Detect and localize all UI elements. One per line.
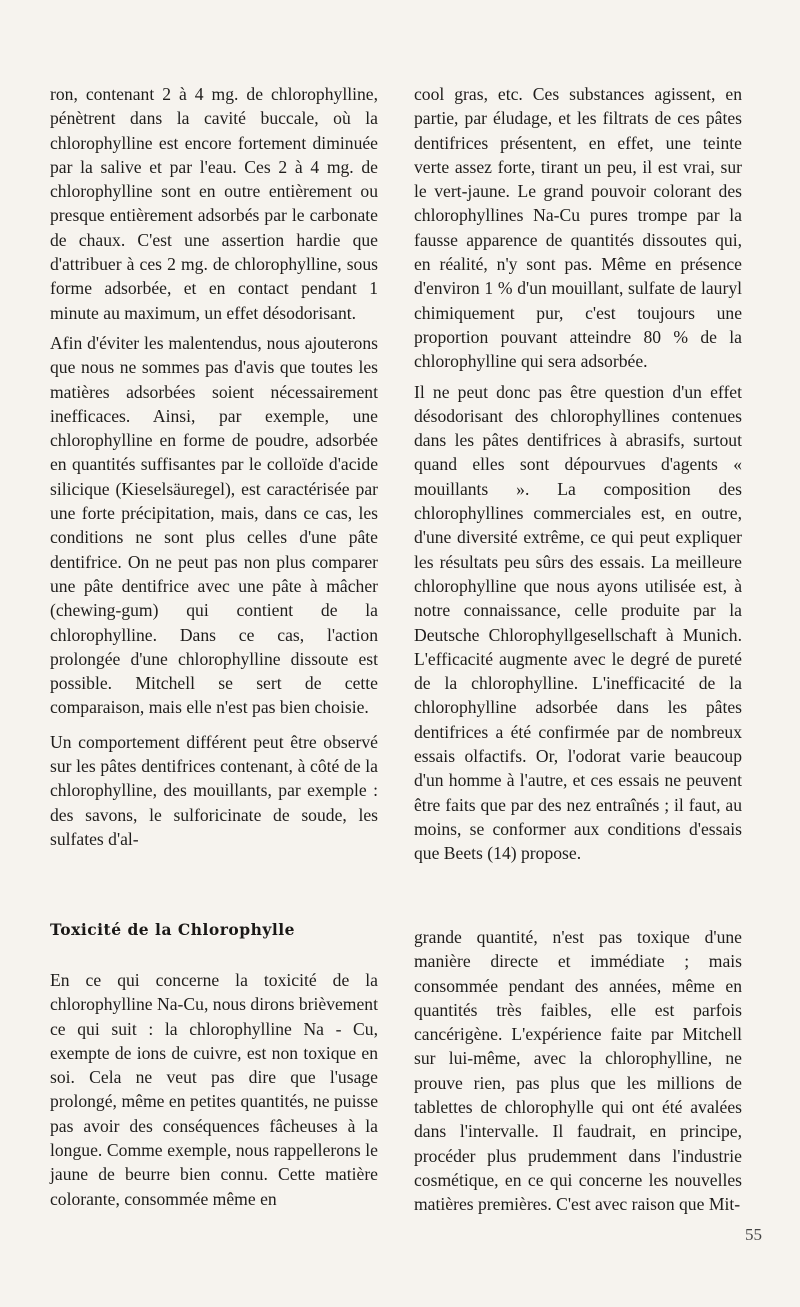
text-column-bottom-right (414, 925, 742, 1223)
paragraph: grande quantité, n'est pas toxique d'une manière directe et immédiate ; mais consommée pendant des années, même en quantités très faibles, elle est parfois cancérigène. L'expérience faite par Mitchell sur lui-même, avec la chlorophylline, ne prouve rien, pas plus que les millions de tablettes de chlorophylle qui ont été avalées dans l'intervalle. Il faudrait, en principe, procéder plus prudemment dans l'industrie cosmétique, en ce qui concerne les nouvelles matières premières. C'est avec raison que Mit- (414, 927, 742, 1215)
paragraph: cool gras, etc. Ces substances agissent, en partie, par éludage, et les filtrats de ces pâtes dentifrices présentent, en effet, une teinte verte assez forte, tirant un peu, il est vrai, sur le vert-jaune. Le grand pouvoir colorant des chlorophyllines Na-Cu pures trompe par la fausse apparence de quantités dissoutes qui, en réalité, n'y sont pas. Même en présence d'environ 1 % d'un mouillant, sulfate de lauryl chimiquement pur, c'est toujours une proportion pouvant atteindre 80 % de la chlorophylline qui sera adsorbée. (414, 84, 742, 372)
paragraph: Il ne peut donc pas être question d'un effet désodorisant des chlorophyllines contenues dans les pâtes dentifrices à abrasifs, surtout quand elles sont dépourvues d'agents « mouillants ». La composition des chlorophyllines commerciales est, en outre, d'une diversité extrême, ce qui peut expliquer les résultats peu sûrs des essais. La meilleure chlorophylline que nous ayons utilisée est, à notre connaissance, celle produite par la Deutsche Chlorophyllgesellschaft à Munich. L'efficacité augmente avec le degré de pureté de la chlorophylline. L'inefficacité de la chlorophylline adsorbée dans les pâtes dentifrices a été confirmée par de nombreux essais olfactifs. Or, l'odorat varie beaucoup d'un homme à l'autre, et ces essais ne peuvent être faits que par des nez entraînés ; il faut, au moins, se conformer aux conditions d'essais que Beets (14) propose. (414, 381, 742, 864)
paragraph: En ce qui concerne la toxicité de la chlorophylline Na-Cu, nous dirons brièvement ce qui suit : la chlorophylline Na - Cu, exempte de ions de cuivre, est non toxique en soi. Cela ne veut pas dire que l'usage prolongé, même en petites quantités, ne puisse pas avoir des conséquences fâcheuses à la longue. Comme exemple, nous rappellerons le jaune de beurre bien connu. Cette matière colorante, consommée même en (50, 970, 378, 1209)
page-number: 55 (745, 1225, 762, 1244)
paragraph: Afin d'éviter les malentendus, nous ajouterons que nous ne sommes pas d'avis que toutes les matières adsorbées soient nécessairement inefficaces. Ainsi, par exemple, une chlorophylline en forme de poudre, adsorbée en quantités suffisantes par le colloïde d'acide silicique (Kieselsäuregel), est caractérisée par une forte précipitation, mais, dans ce cas, les conditions ne sont plus celles d'une pâte dentifrice. On ne peut pas non plus comparer une pâte dentifrice avec une pâte à mâcher (chewing-gum) qui contient de la chlorophylline. Dans ce cas, l'action prolongée d'une chlorophylline dissoute est possible. Mitchell se sert de cette comparaison, mais elle n'est pas bien choisie. (50, 332, 378, 718)
text-column-top-right (414, 82, 742, 872)
paragraph: Un comportement différent peut être observé sur les pâtes dentifrices contenant, à côté de la chlorophylline, des mouillants, par exemple : des savons, le sulforicinate de soude, les sulfates d'al- (50, 731, 378, 849)
text-column-top-left (50, 82, 378, 857)
section-heading: Toxicité de la Chlorophylle (50, 920, 295, 939)
paragraph: ron, contenant 2 à 4 mg. de chlorophylline, pénètrent dans la cavité buccale, où la chlorophylline est encore fortement diminuée par la salive et par l'eau. Ces 2 à 4 mg. de chlorophylline sont en outre entièrement ou presque entièrement adsorbés par le carbonate de chaux. C'est une assertion hardie que d'attribuer à ces 2 mg. de chlorophylline, sous forme adsorbée, et en contact pendant 1 minute au maximum, un effet désodorisant. (50, 84, 378, 323)
text-column-bottom-left (50, 968, 378, 1217)
